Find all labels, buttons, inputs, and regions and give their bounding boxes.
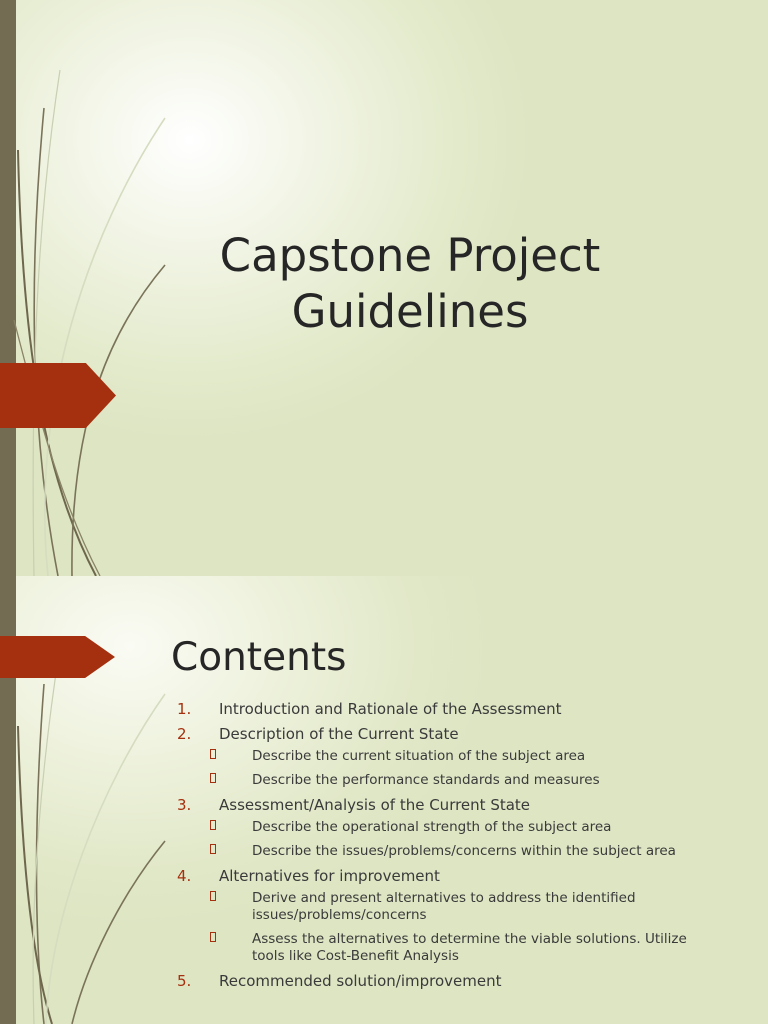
item-number: 4.	[177, 867, 192, 885]
sub-item	[177, 772, 737, 789]
bullet-icon	[210, 843, 252, 859]
contents-item	[177, 972, 737, 990]
contents-item	[177, 700, 737, 718]
sub-item	[177, 748, 737, 765]
bullet-icon	[210, 819, 252, 835]
sub-list	[177, 748, 737, 789]
bullet-icon	[210, 890, 252, 906]
item-number: 3.	[177, 796, 192, 814]
sub-item-text: Assess the alternatives to determine the viable solutions. Utilize tools like Cost-Benefit Analysis	[252, 931, 687, 964]
contents-item-row	[177, 867, 737, 885]
item-text: Description of the Current State	[219, 725, 459, 743]
contents-item-row	[177, 796, 737, 814]
contents-title: Contents	[171, 635, 347, 680]
sub-item	[177, 819, 737, 836]
bullet-icon	[210, 772, 252, 788]
contents-item-row	[177, 700, 737, 718]
sub-item-text: Describe the performance standards and measures	[252, 772, 600, 788]
item-number: 1.	[177, 700, 192, 718]
sub-list	[177, 819, 737, 860]
contents-item	[177, 725, 737, 789]
contents-item	[177, 867, 737, 965]
item-text: Assessment/Analysis of the Current State	[219, 796, 531, 814]
contents-list	[177, 700, 737, 997]
contents-item-row	[177, 972, 737, 990]
bullet-icon	[210, 931, 252, 947]
contents-item-row	[177, 725, 737, 743]
item-text: Introduction and Rationale of the Assessment	[219, 700, 562, 718]
item-number: 5.	[177, 972, 192, 990]
item-text: Recommended solution/improvement	[219, 972, 502, 990]
sub-item	[177, 931, 737, 965]
slide-title	[170, 228, 650, 340]
sub-item	[177, 890, 737, 924]
bullet-icon	[210, 748, 252, 764]
item-text: Alternatives for improvement	[219, 867, 440, 885]
contents-slide	[0, 576, 768, 1024]
title-line-2: Guidelines	[291, 285, 529, 338]
sub-item-text: Describe the issues/problems/concerns within the subject area	[252, 843, 676, 859]
item-number: 2.	[177, 725, 192, 743]
sub-item-text: Describe the current situation of the subject area	[252, 748, 586, 764]
sub-item	[177, 843, 737, 860]
sub-list	[177, 890, 737, 965]
title-line-1: Capstone Project	[219, 229, 601, 282]
sub-item-text: Describe the operational strength of the subject area	[252, 819, 612, 835]
sub-item-text: Derive and present alternatives to address the identified issues/problems/concerns	[252, 890, 636, 923]
contents-item	[177, 796, 737, 860]
